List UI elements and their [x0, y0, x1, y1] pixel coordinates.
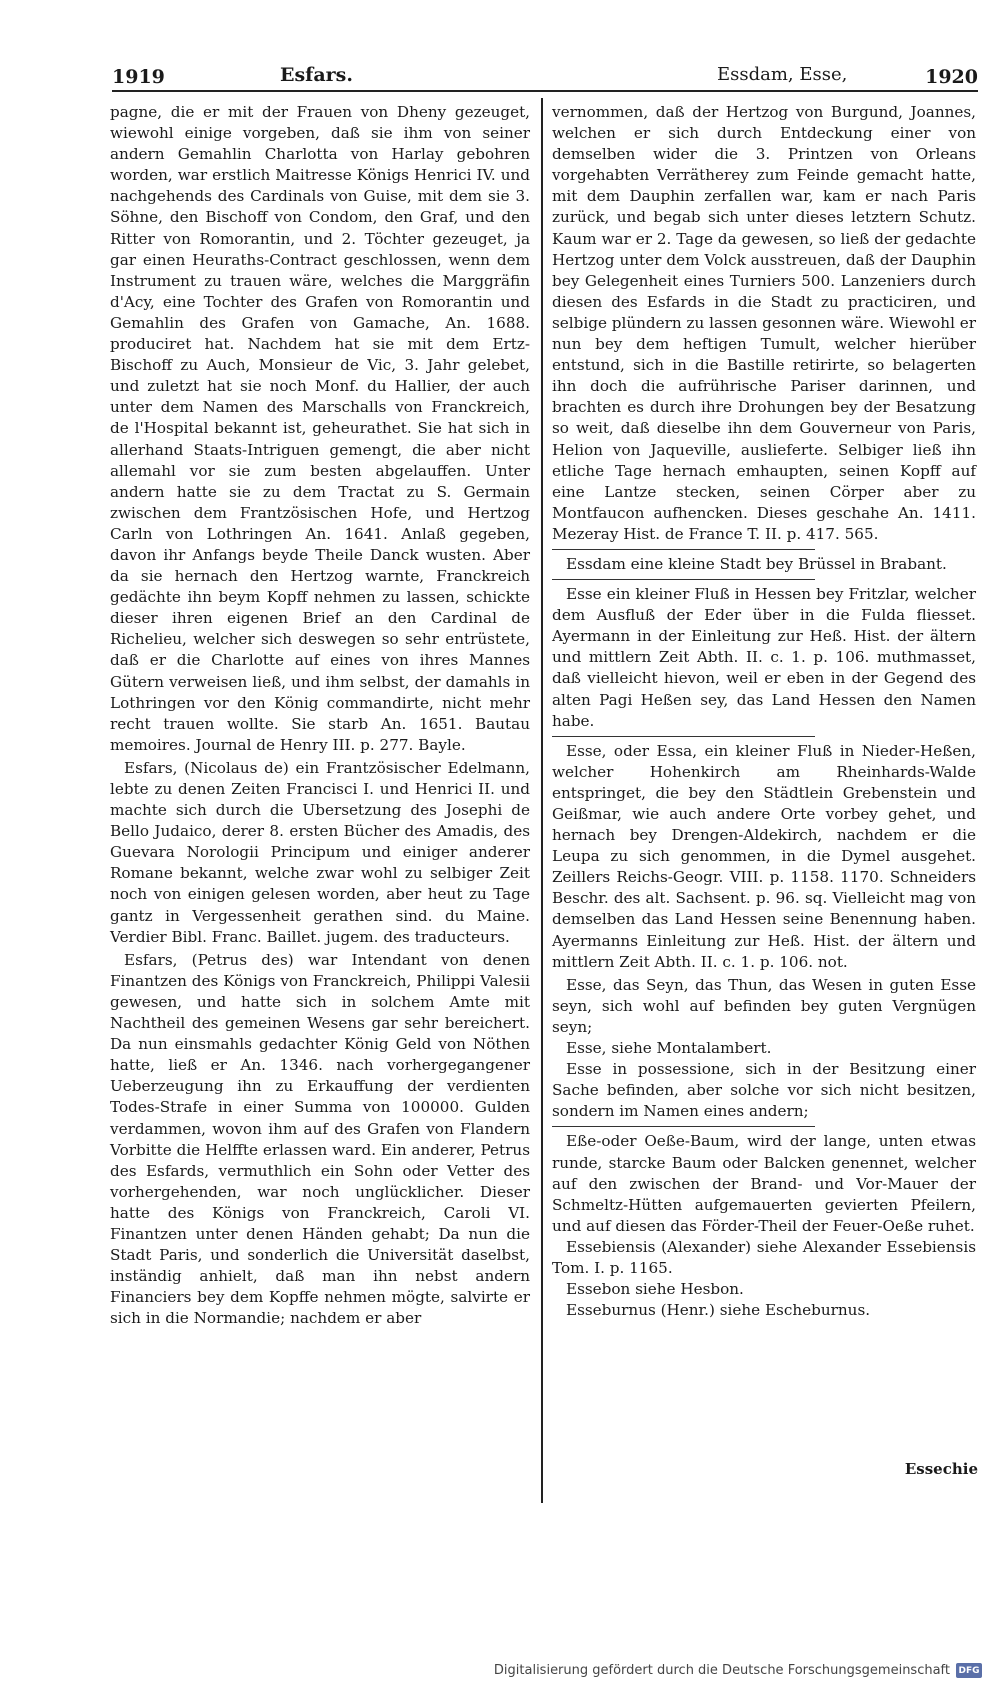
left-page-number: 1919 [112, 66, 165, 88]
entry-paragraph: Essebiensis (Alexander) siehe Alexander Essebiensis Tom. I. p. 1165. [552, 1237, 976, 1277]
catchword: Essechie [904, 1460, 978, 1478]
entry-paragraph: Eße-oder Oeße-Baum, wird der lange, unten etwas runde, starcke Baum oder Balcken genennet, welcher auf den zwischen der Brand- und Vor-Mauer der Schmeltz-Hütten aufgemauerten gevierten Pfeilern, und auf diesen das Förder-Theil der Feuer-Oeße ruhet. [552, 1132, 976, 1235]
entry-separator [552, 549, 815, 550]
entry-separator [552, 579, 815, 580]
right-running-head: Essdam, Esse, [717, 64, 848, 85]
entry-paragraph: Esseburnus (Henr.) siehe Escheburnus. [566, 1301, 871, 1320]
left-column [110, 102, 530, 1329]
entry-paragraph: Esse, das Seyn, das Thun, das Wesen in guten Esse seyn, sich wohl auf befinden bey guten Vergnügen seyn; [552, 975, 976, 1036]
entry-paragraph: Essdam eine kleine Stadt bey Brüssel in Brabant. [566, 554, 947, 573]
entry-paragraph: Essebon siehe Hesbon. [566, 1280, 744, 1299]
entry-separator [552, 736, 815, 737]
footer-text: Digitalisierung gefördert durch die Deutsche Forschungsgemeinschaft [493, 1663, 950, 1678]
entry-paragraph: Esfars, (Nicolaus de) ein Frantzösischer Edelmann, lebte zu denen Zeiten Francisci I. und Henrici II. und machte sich durch die Ubersetzung des Josephi de Bello Judaico, derer 8. ersten Bücher des Amadis, des Guevara Norologii Principum und einiger anderer Romane bekannt, welche zwar wohl zu selbiger Zeit noch von einigen gelesen worden, aber heut zu Tage gantz in Vergessenheit gerathen sind. du Maine. Verdier Bibl. Franc. Baillet. jugem. des traducteurs. [110, 758, 530, 946]
left-running-head: Esfars. [280, 64, 353, 86]
entry-paragraph: vernommen, daß der Hertzog von Burgund, Joannes, welchen er sich durch Entdeckung einer von demselben wider die 3. Printzen von Orleans vorgehabten Verrätherey zum Feinde gemacht hatte, mit dem Dauphin zerfallen war, kam er nach Paris zurück, und begab sich unter dieses letztern Schutz. Kaum war er 2. Tage da gewesen, so ließ der gedachte Hertzog unter dem Volck ausstreuen, daß der Dauphin bey Gelegenheit eines Turniers 500. Lanzeniers durch diesen des Esfards in die Stadt zu practiciren, und selbige plündern zu lassen gesonnen wäre. Wiewohl er nun bey dem heftigen Tumult, welcher hierüber entstund, sich in die Bastille retirirte, so belagerten ihn doch die aufrührische Pariser darinnen, und brachten es durch ihre Drohungen bey der Besatzung so weit, daß dieselbe ihn dem Gouverneur von Paris, Helion von Jaqueville, auslieferte. Selbiger ließ ihn etliche Tage hernach emhaupten, seinen Kopff auf eine Lantze stecken, seinen Cörper aber zu Montfaucon aufhencken. Dieses geschahe An. 1411. Mezeray Hist. de France T. II. p. 417. 565. [552, 103, 976, 543]
entry-paragraph: pagne, die er mit der Frauen von Dheny gezeuget, wiewohl einige vorgeben, daß sie ihm von seiner andern Gemahlin Charlotta von Harlay gebohren worden, war erstlich Maitresse Königs Henrici IV. und nachgehends des Cardinals von Guise, mit dem sie 3. Söhne, den Bischoff von Condom, den Graf, und den Ritter von Romorantin, und 2. Töchter gezeuget, ja gar einen Heuraths-Contract geschlossen, wenn dem Instrument zu trauen wäre, welches die Marggräfin d'Acy, eine Tochter des Grafen von Romorantin und Gemahlin des Grafen von Gamache, An. 1688. produciret hat. Nachdem hat sie mit dem Ertz-Bischoff zu Auch, Monsieur de Vic, 3. Jahr gelebet, und zuletzt hat sie noch Monf. du Hallier, der auch unter dem Namen des Marschalls von Franckreich, de l'Hospital bekannt ist, geheurathet. Sie hat sich in allerhand Staats-Intriguen gemengt, die aber nicht allemahl vor sie zum besten abgelauffen. Unter andern hatte sie zu dem Tractat zu S. Germain zwischen dem Frantzösischen Hofe, und Hertzog Carln von Lothringen An. 1641. Anlaß gegeben, davon ihr Anfangs beyde Theile Danck wusten. Aber da sie hernach den Hertzog warnte, Franckreich gedächte ihn beym Kopff nehmen zu lassen, schickte dieser ihren eigenen Brief an den Cardinal de Richelieu, welcher sich deswegen so sehr entrüstete, daß er die Charlotte auf eines von ihres Mannes Gütern verweisen ließ, und ihm selbst, der damahls in Lothringen vor den König commandirte, nicht mehr recht trauen wollte. Sie starb An. 1651. Bautau memoires. Journal de Henry III. p. 277. Bayle. [110, 103, 530, 754]
right-page-number: 1920 [925, 66, 978, 88]
dfg-logo-icon: DFG [956, 1663, 982, 1678]
right-column [552, 102, 976, 1321]
entry-paragraph: Esse, siehe Montalambert. [566, 1039, 772, 1058]
page-header [112, 60, 978, 92]
entry-paragraph: Esse, oder Essa, ein kleiner Fluß in Nieder-Heßen, welcher Hohenkirch am Rheinhards-Walde entspringet, die bey den Städtlein Grebenstein und Geißmar, wie auch andere Orte vorbey gehet, und hernach bey Drengen-Aldekirch, nachdem er die Leupa zu sich genommen, in die Dymel ausgehet. Zeillers Reichs-Geogr. VIII. p. 1158. 1170. Schneiders Beschr. des alt. Sachsent. p. 96. sq. Vielleicht mag von demselben das Land Hessen seine Benennung haben. Ayermanns Einleitung zur Heß. Hist. der ältern und mittlern Zeit Abth. II. c. 1. p. 106. not. [552, 741, 976, 971]
entry-paragraph: Esfars, (Petrus des) war Intendant von denen Finantzen des Königs von Franckreich, Philippi Valesii gewesen, und hatte sich in solchem Amte mit Nachtheil des gemeinen Wesens gar sehr bereichert. Da nun einsmahls gedachter König Geld von Nöthen hatte, ließ er An. 1346. nach vorhergegangener Ueberzeugung ihn zu Erkauffung der verdienten Todes-Strafe in einer Summa von 100000. Gulden verdammen, wovon ihm auf des Grafen von Flandern Vorbitte die Helffte erlassen ward. Ein anderer, Petrus des Esfards, vermuthlich ein Sohn oder Vetter des vorhergehenden, war noch unglücklicher. Dieser hatte des Königs von Franckreich, Caroli VI. Finantzen unter denen Händen gehabt; Da nun die Stadt Paris, und sonderlich die Universität daselbst, inständig anhielt, daß man ihn nebst andern Financiers bey dem Kopffe nehmen mögte, salvirte er sich in die Normandie; nachdem er aber [110, 950, 530, 1328]
entry-paragraph: Esse in possessione, sich in der Besitzung einer Sache befinden, aber solche vor sich nicht besitzen, sondern im Namen eines andern; [552, 1060, 976, 1121]
entry-separator [552, 1126, 815, 1127]
entry-paragraph: Esse ein kleiner Fluß in Hessen bey Fritzlar, welcher dem Ausfluß der Eder über in die Fulda fliesset. Ayermann in der Einleitung zur Heß. Hist. der ältern und mittlern Zeit Abth. II. c. 1. p. 106. muthmasset, daß vielleicht hievon, weil er eben in der Gegend des alten Pagi Heßen sey, das Land Hessen den Namen habe. [552, 585, 976, 730]
digitization-footer [494, 1663, 982, 1678]
column-divider [541, 98, 543, 1503]
